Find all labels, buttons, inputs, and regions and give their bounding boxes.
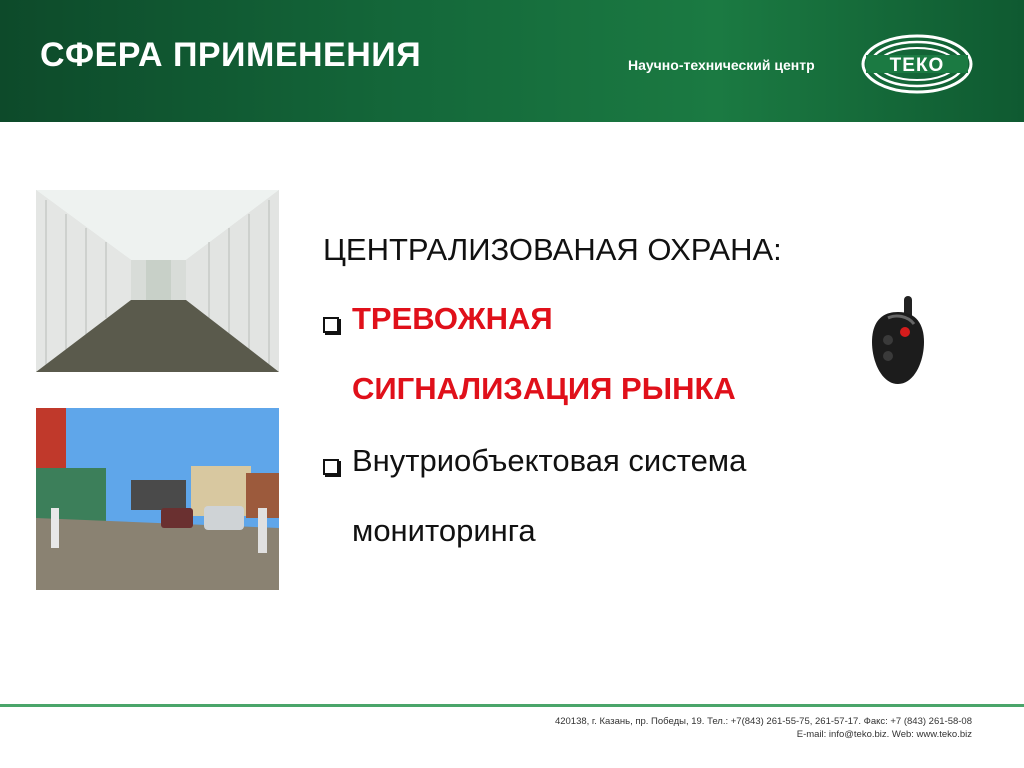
brand-caption: Научно-технический центр	[628, 57, 815, 73]
footer-address: 420138, г. Казань, пр. Победы, 19. Тел.: +7(843) 261-55-75, 261-57-17. Факс: +7 (843) 261-58-08	[554, 716, 972, 727]
bullet-market-alarm	[323, 301, 736, 424]
footer-divider	[0, 704, 1024, 707]
footer-contacts	[555, 715, 972, 741]
footer-email-web: E-mail: info@teko.biz. Web: www.teko.biz	[796, 729, 972, 740]
bullet-line: Внутриобъектовая система	[352, 443, 747, 478]
page-title: СФЕРА ПРИМЕНЕНИЯ	[40, 36, 422, 74]
logo-text: ТЕКО	[889, 55, 945, 76]
bullet-line: ТРЕВОЖНАЯ	[352, 301, 553, 336]
checkbox-bullet-icon	[323, 317, 339, 333]
header-banner	[0, 0, 1024, 122]
alarm-remote-icon	[870, 296, 926, 386]
market-street-photo	[36, 408, 279, 590]
checkbox-bullet-icon	[323, 459, 339, 475]
market-corridor-photo	[36, 190, 279, 372]
bullet-line: мониторинга	[352, 513, 536, 548]
teko-logo	[860, 34, 974, 94]
bullet-monitoring-system	[323, 443, 747, 566]
bullet-line: СИГНАЛИЗАЦИЯ РЫНКА	[352, 371, 736, 406]
section-heading: ЦЕНТРАЛИЗОВАНАЯ ОХРАНА:	[323, 232, 782, 267]
